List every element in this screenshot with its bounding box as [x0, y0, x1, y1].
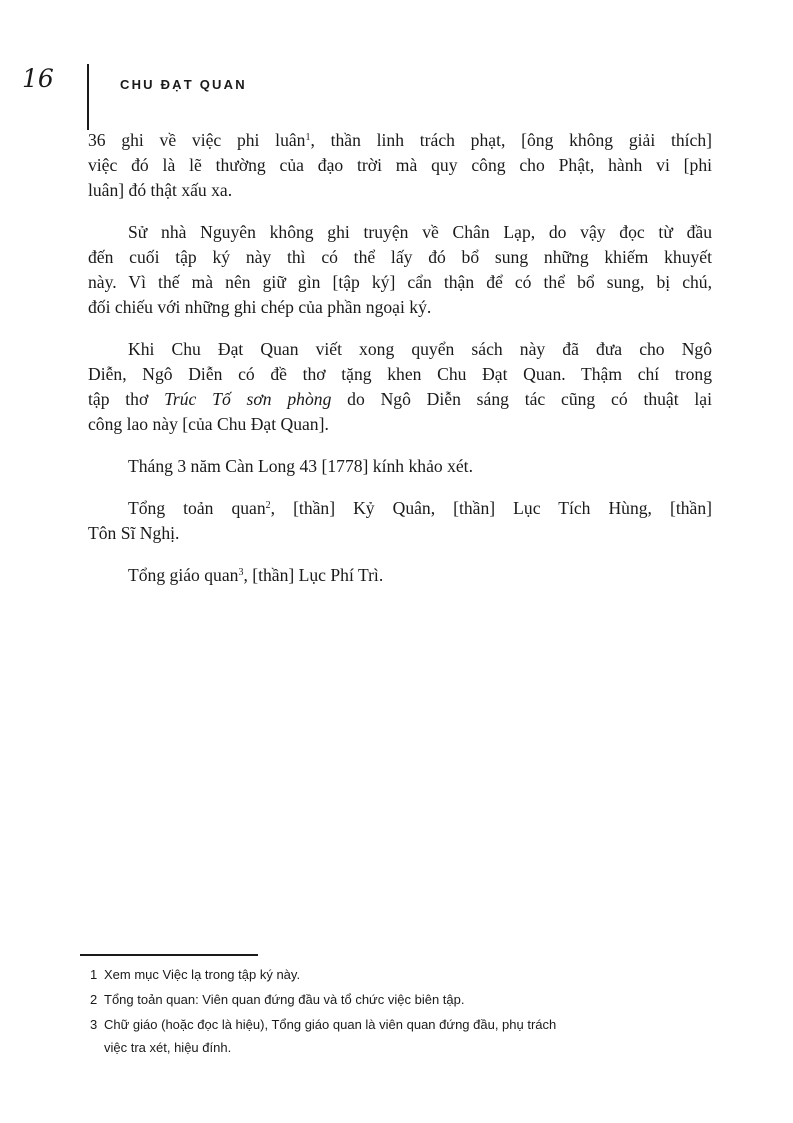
text-line	[88, 563, 712, 588]
text-span: , [thần] Lục Phí Trì.	[243, 565, 384, 585]
text-span: do Ngô Diễn sáng tác cũng có thuật lại	[331, 389, 713, 409]
text-line: Tôn Sĩ Nghị.	[88, 523, 180, 543]
paragraph	[88, 563, 712, 588]
text-line: Diễn, Ngô Diễn có đề thơ tặng khen Chu Đạt Quan. Thậm chí trong	[88, 364, 712, 384]
book-title: Trúc Tố sơn phòng	[164, 389, 332, 409]
footnote-text-continued: việc tra xét, hiệu đính.	[104, 1040, 232, 1055]
footnote-number: 3	[90, 1017, 98, 1032]
text-span: 36 ghi về việc phi luân	[88, 130, 306, 150]
text-line: Tháng 3 năm Càn Long 43 [1778] kính khảo xét.	[128, 456, 473, 476]
running-head: CHU ĐẠT QUAN	[120, 77, 247, 92]
footnote-text: Xem mục Việc lạ trong tập ký này.	[104, 967, 301, 982]
text-line	[88, 496, 712, 521]
text-line: công lao này [của Chu Đạt Quan].	[88, 414, 329, 434]
body-text	[88, 128, 712, 605]
text-line	[88, 128, 712, 153]
footnote-rule	[80, 954, 258, 956]
footnotes	[90, 962, 730, 1059]
footnote	[90, 1012, 730, 1059]
text-span: , thần linh trách phạt, [ông không giải thích]	[310, 130, 712, 150]
footnote-ref: 3	[238, 567, 244, 578]
text-span: Tổng giáo quan	[128, 565, 239, 585]
footnote-number: 2	[90, 992, 98, 1007]
footnote	[90, 962, 730, 987]
text-span: tập thơ	[88, 389, 165, 409]
footnote	[90, 987, 730, 1012]
footnote-text: Tổng toản quan: Viên quan đứng đầu và tổ chức việc biên tập.	[104, 992, 465, 1007]
text-line: việc đó là lẽ thường của đạo trời mà quy công cho Phật, hành vi [phi	[88, 155, 712, 175]
header-divider	[87, 64, 89, 130]
paragraph	[88, 496, 712, 546]
text-line: đối chiếu với những ghi chép của phần ngoại ký.	[88, 297, 432, 317]
footnote-number: 1	[90, 967, 98, 982]
text-span: Tổng toản quan	[128, 498, 266, 518]
footnote-text: Chữ giáo (hoặc đọc là hiệu), Tổng giáo quan là viên quan đứng đầu, phụ trách	[104, 1017, 557, 1032]
paragraph	[88, 220, 712, 320]
text-line: đến cuối tập ký này thì có thể lấy đó bổ sung những khiếm khuyết	[88, 247, 712, 267]
footnote-text-block	[104, 1012, 704, 1059]
footnote-ref: 2	[265, 500, 271, 511]
text-line: Sử nhà Nguyên không ghi truyện về Chân Lạp, do vậy đọc từ đầu	[128, 222, 712, 242]
text-line: Khi Chu Đạt Quan viết xong quyển sách này đã đưa cho Ngô	[128, 339, 712, 359]
text-line: này. Vì thế mà nên giữ gìn [tập ký] cẩn thận để có thể bổ sung, bị chú,	[88, 272, 712, 292]
paragraph	[88, 337, 712, 437]
footnote-ref: 1	[305, 132, 311, 143]
text-line: luân] đó thật xấu xa.	[88, 180, 233, 200]
paragraph	[88, 128, 712, 203]
text-span: , [thần] Kỷ Quân, [thần] Lục Tích Hùng, [thần]	[270, 498, 712, 518]
paragraph	[88, 454, 712, 479]
text-line	[88, 387, 712, 412]
page-number: 16	[22, 64, 54, 93]
